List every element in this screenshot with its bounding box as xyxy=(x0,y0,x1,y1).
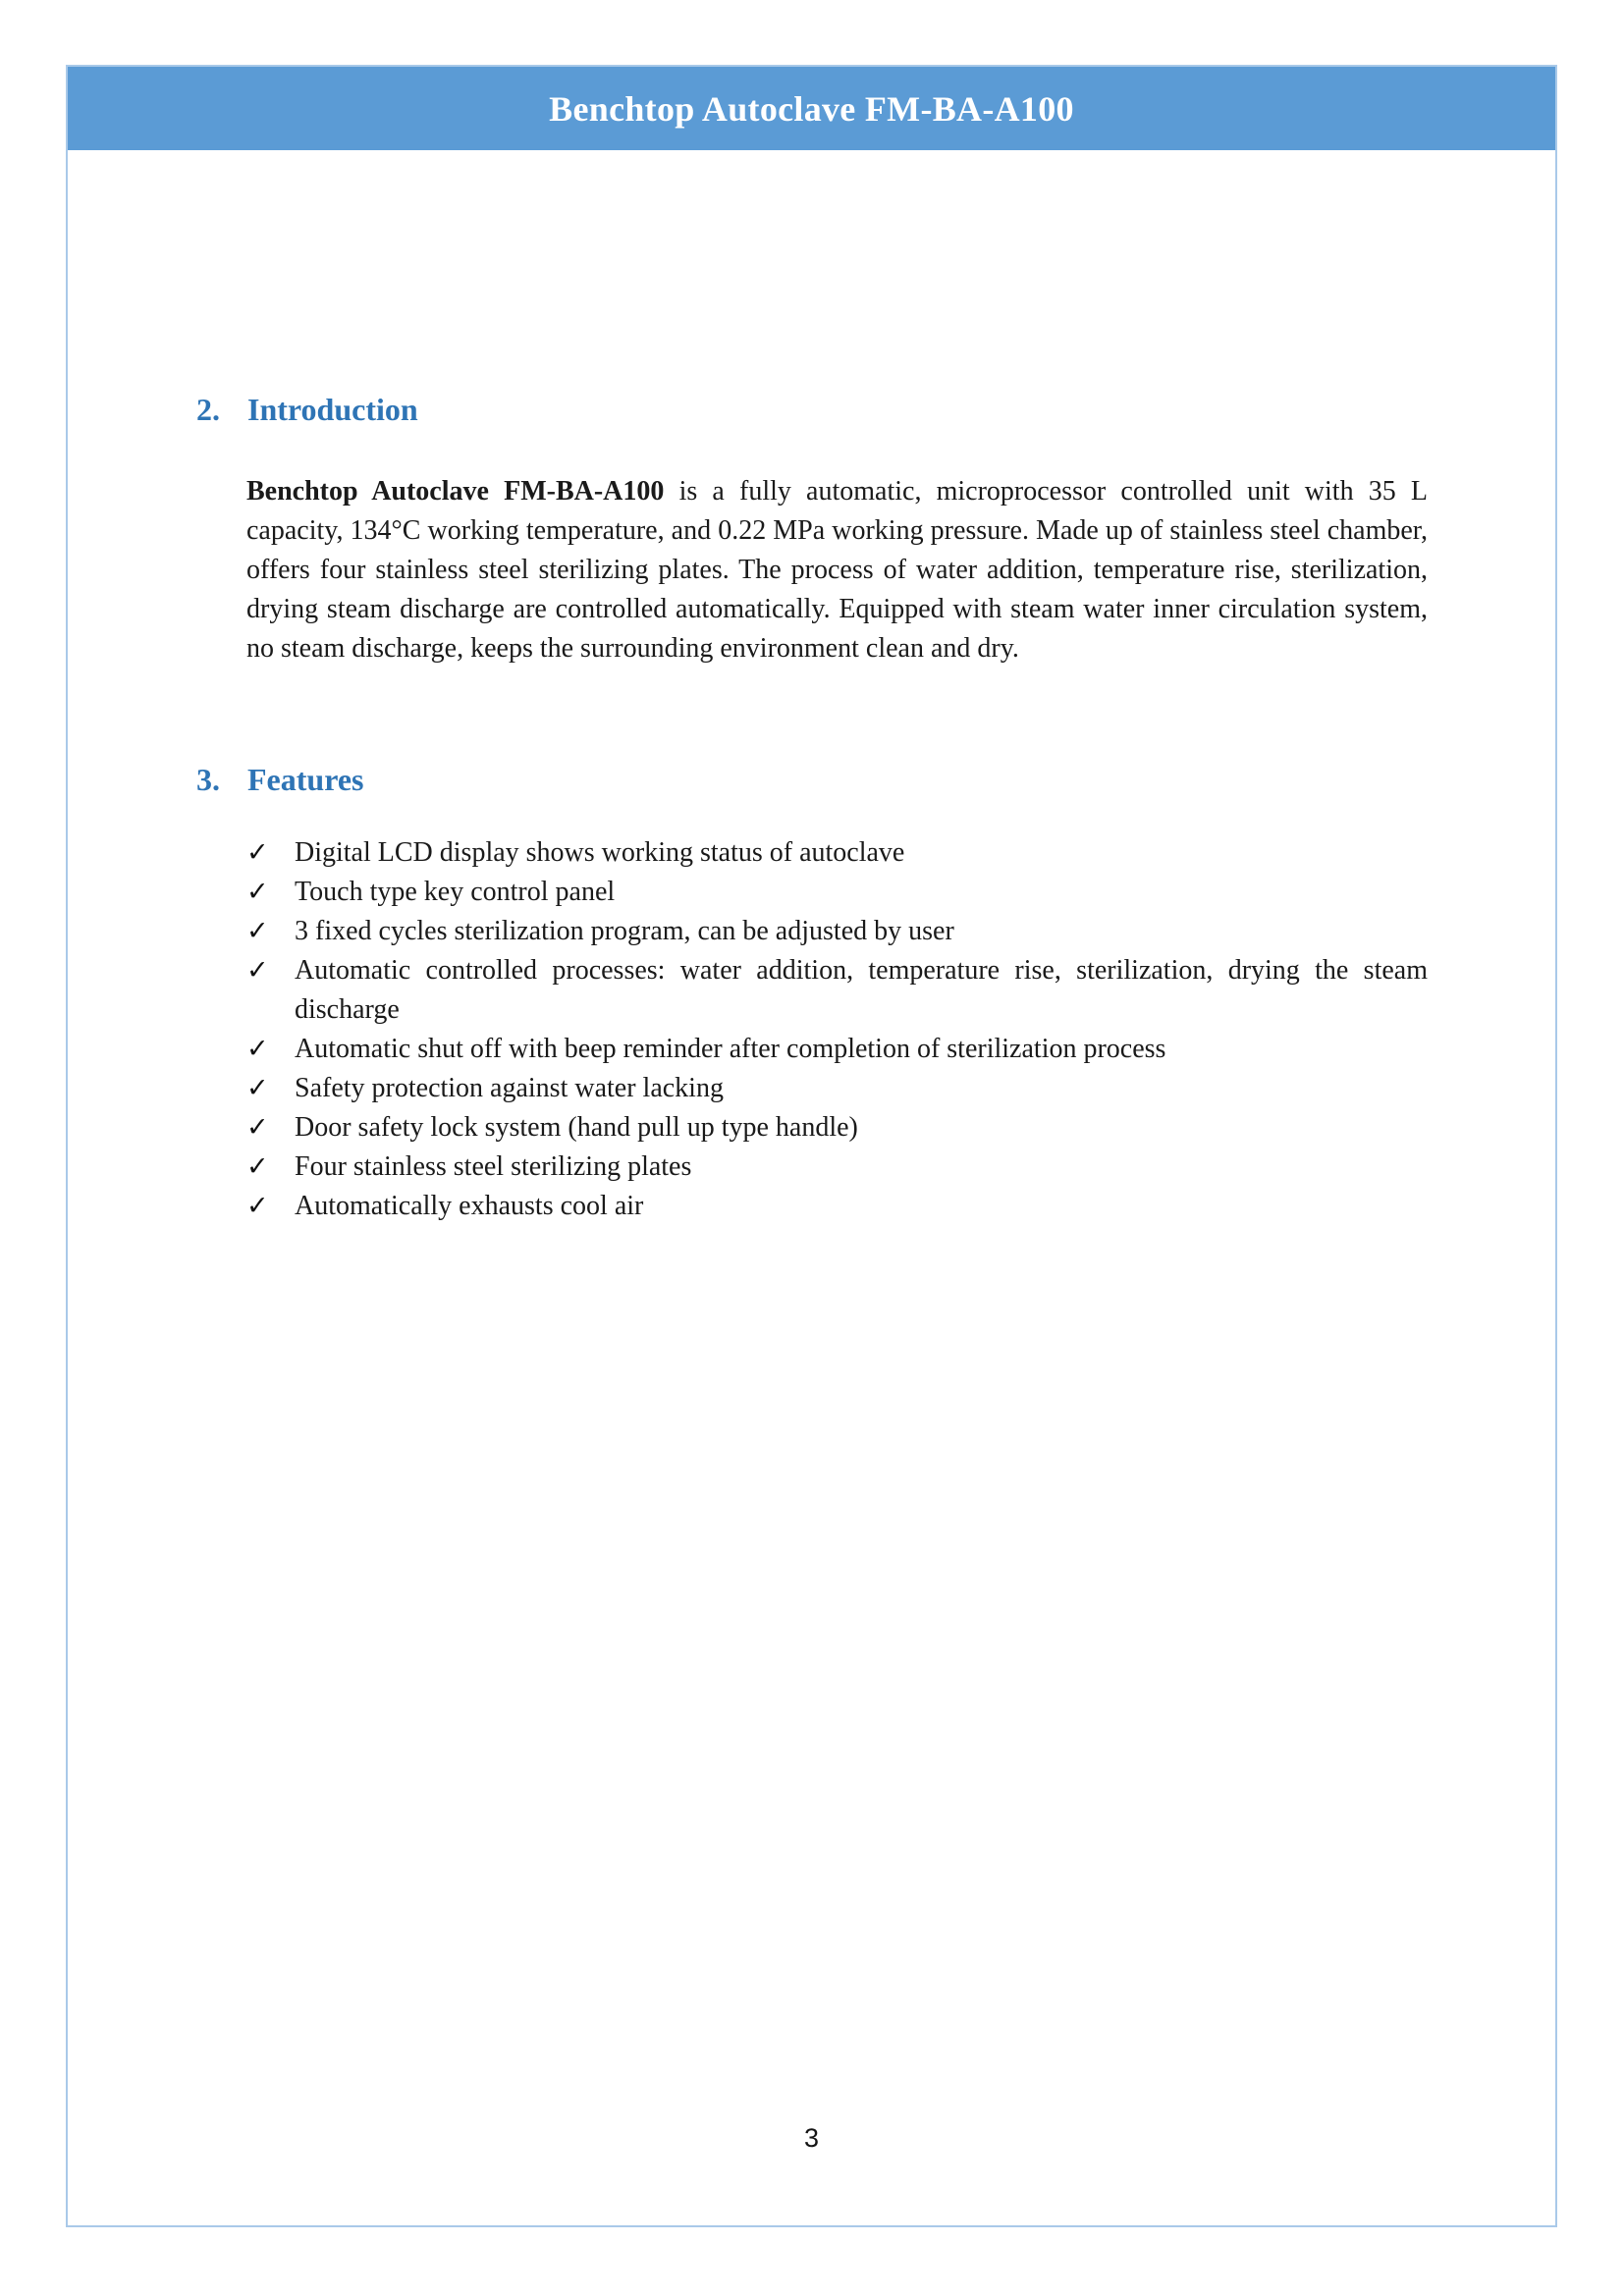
document-title: Benchtop Autoclave FM-BA-A100 xyxy=(549,88,1074,129)
introduction-paragraph xyxy=(246,472,1428,668)
features-heading xyxy=(196,758,1555,801)
list-item xyxy=(246,1108,1428,1148)
page-number: 3 xyxy=(803,2123,820,2153)
features-heading-label: Features xyxy=(247,762,364,797)
list-item xyxy=(246,1030,1428,1069)
list-item xyxy=(246,1187,1428,1226)
list-item-text: Digital LCD display shows working status of autoclave xyxy=(295,837,905,868)
checkmark-icon: ✓ xyxy=(246,916,269,946)
list-item-text: Safety protection against water lacking xyxy=(295,1073,724,1103)
list-item-text: Automatic shut off with beep reminder after completion of sterilization process xyxy=(295,1034,1166,1064)
checkmark-icon: ✓ xyxy=(246,1073,269,1103)
introduction-heading-number: 2. xyxy=(196,392,220,427)
checkmark-icon: ✓ xyxy=(246,1191,269,1221)
list-item-text: Four stainless steel sterilizing plates xyxy=(295,1151,692,1182)
features-heading-number: 3. xyxy=(196,762,220,797)
checkmark-icon: ✓ xyxy=(246,877,269,907)
checkmark-icon: ✓ xyxy=(246,837,269,868)
checkmark-icon: ✓ xyxy=(246,1151,269,1182)
list-item-text: Automatically exhausts cool air xyxy=(295,1191,644,1221)
list-item-text: Automatic controlled processes: water addition, temperature rise, sterilization, drying the steam discharge xyxy=(295,955,1428,1025)
list-item xyxy=(246,833,1428,873)
list-item xyxy=(246,1069,1428,1108)
features-list xyxy=(246,833,1428,1226)
list-item-text: 3 fixed cycles sterilization program, can be adjusted by user xyxy=(295,916,954,946)
introduction-paragraph-lead: Benchtop Autoclave FM-BA-A100 xyxy=(246,476,665,507)
list-item xyxy=(246,1148,1428,1187)
introduction-paragraph-body: is a fully automatic, microprocessor controlled unit with 35 L capacity, 134°C working temperature, and 0.22 MPa working pressure. Made up of stainless steel chamber, offers four stainless steel sterilizing plates. The process of water addition, temperature rise, sterilization, drying steam discharge are controlled automatically. Equipped with steam water inner circulation system, no steam discharge, keeps the surrounding environment clean and dry. xyxy=(246,476,1428,664)
list-item xyxy=(246,951,1428,1030)
checkmark-icon: ✓ xyxy=(246,955,269,986)
page-border-frame xyxy=(66,65,1557,2227)
section-features xyxy=(68,758,1555,1226)
list-item xyxy=(246,873,1428,912)
section-introduction xyxy=(68,388,1555,668)
introduction-heading xyxy=(196,388,1555,431)
list-item-text: Touch type key control panel xyxy=(295,877,616,907)
checkmark-icon: ✓ xyxy=(246,1034,269,1064)
document-header xyxy=(68,67,1555,150)
checkmark-icon: ✓ xyxy=(246,1112,269,1143)
list-item xyxy=(246,912,1428,951)
list-item-text: Door safety lock system (hand pull up type handle) xyxy=(295,1112,858,1143)
introduction-heading-label: Introduction xyxy=(247,392,418,427)
